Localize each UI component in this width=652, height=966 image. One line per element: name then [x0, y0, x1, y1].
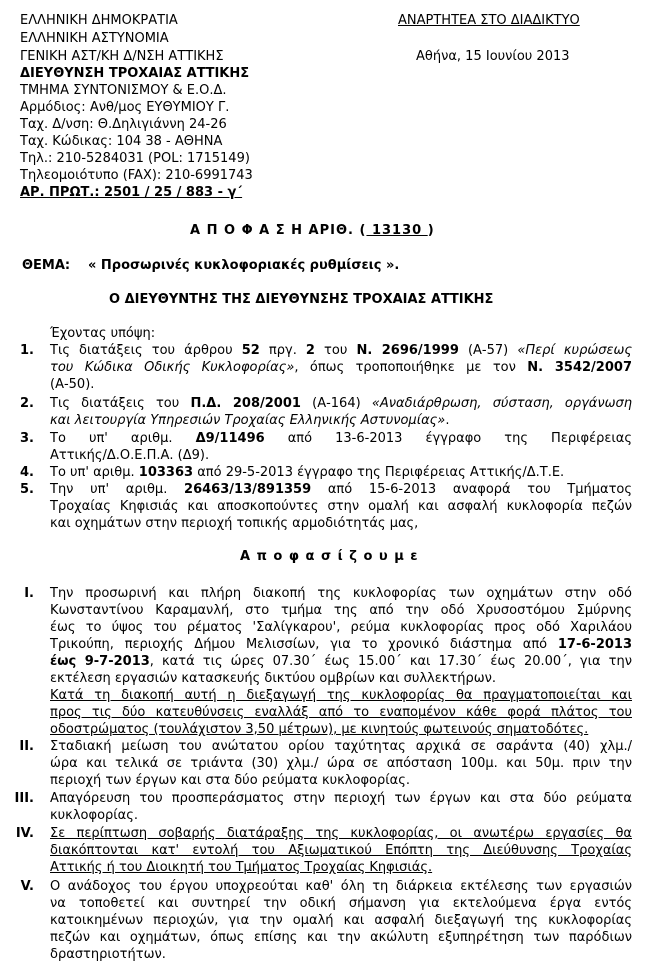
decision-line: περιοχή των έργων και στα δύο ρεύματα κυκλοφορίας. [50, 773, 410, 788]
decision-line: Τρικούπη, περιοχής Δήμου Μελισσίων, για το χρονικό διάστημα από 17-6-2013 [50, 637, 632, 652]
consideration-line: και οχημάτων στην περιοχή τοπικής αρμοδιότητάς μας, [50, 516, 419, 531]
decision-line: έως το ύψος του ρέματος 'Σαλίγκαρου', ρεύμα κυκλοφορίας προς οδό Χαριλάου [50, 620, 632, 635]
decision-line: Απαγόρευση του προσπεράσματος στην περιοχή των έργων και στα δύο ρεύματα [50, 791, 632, 806]
decision-line: Σε περίπτωση σοβαρής διατάραξης της κυκλοφορίας, οι ανωτέρω εργασίες θα [50, 826, 632, 841]
consideration-line: Αττικής/Δ.Ο.Ε.Π.Α. (Δ9). [50, 448, 210, 463]
consideration-line: Την υπ' αριθμ. 26463/13/891359 από 15-6-2013 αναφορά του Τμήματος [50, 482, 633, 497]
decision-item [50, 790, 632, 824]
consideration-number: 5. [20, 482, 34, 497]
header-line-fax: Τηλεομοιότυπο (FAX): 210-6991743 [20, 168, 253, 183]
decision-line: Ο ανάδοχος του έργου υποχρεούται καθ' όλη τη διάρκεια εκτέλεσης των εργασιών [50, 879, 632, 894]
decision-line: διακόπτονται κατ' εντολή του Αξιωματικού Επόπτη της Διεύθυνσης Τροχαίας [50, 843, 632, 858]
consideration-item [50, 342, 632, 393]
header-line-address: Ταχ. Δ/νση: Θ.Δηλιγιάννη 24-26 [20, 117, 227, 132]
decision-line: Την προσωρινή και πλήρη διακοπή της κυκλοφορίας των οχημάτων στην οδό [50, 586, 632, 601]
decision-item [50, 825, 632, 876]
publish-online-notice: ΑΝΑΡΤΗΤΕΑ ΣΤΟ ΔΙΑΔΙΚΤΥΟ [398, 13, 580, 28]
decision-title-suffix: ) [427, 223, 435, 238]
header-line-country: ΕΛΛΗΝΙΚΗ ΔΗΜΟΚΡΑΤΙΑ [20, 13, 178, 28]
decision-line: Αττικής ή του Διοικητή του Τμήματος Τροχαίας Κηφισιάς. [50, 860, 433, 875]
consideration-line: και λειτουργία Υπηρεσιών Τροχαίας Ελληνικής Αστυνομίας». [50, 413, 450, 428]
consideration-number: 2. [20, 396, 34, 411]
decision-number-roman: I. [24, 586, 34, 601]
header-line-protocol-number: ΑΡ. ΠΡΩΤ.: 2501 / 25 / 883 - γ΄ [20, 185, 243, 200]
subject-text: « Προσωρινές κυκλοφοριακές ρυθμίσεις ». [88, 258, 400, 273]
decision-number-roman: III. [14, 791, 34, 806]
consideration-number: 4. [20, 465, 34, 480]
header-line-phone: Τηλ.: 210-5284031 (POL: 1715149) [20, 151, 250, 166]
decision-line: ώρα και τελικά σε τριάντα (30) χλμ./ ώρα σε απόσταση 100μ. και 50μ. πριν την [50, 756, 632, 771]
decision-line: κατοικημένων περιοχών, για την ομαλή και ασφαλή διεξαγωγή της κυκλοφορίας [50, 913, 632, 928]
consideration-item [50, 464, 632, 481]
decision-line: Κωνσταντίνου Καραμανλή, στο τμήμα της από την οδό Χρυσοστόμου Σμύρνης [50, 603, 632, 618]
header-line-responsible: Αρμόδιος: Ανθ/μος ΕΥΘΥΜΙΟΥ Γ. [20, 100, 230, 115]
consideration-line: Το υπ' αριθμ. Δ9/11496 από 13-6-2013 έγγραφο της Περιφέρειας [50, 431, 632, 446]
header-line-traffic-directorate: ΔΙΕΥΘΥΝΣΗ ΤΡΟΧΑΙΑΣ ΑΤΤΙΚΗΣ [20, 66, 250, 81]
decision-number-roman: IV. [15, 826, 34, 841]
decision-number-roman: II. [19, 739, 34, 754]
decision-number-roman: V. [20, 879, 34, 894]
decision-item [50, 878, 632, 963]
decision-line: κυκλοφορίας. [50, 808, 139, 823]
having-in-view-label: Έχοντας υπόψη: [50, 326, 156, 341]
consideration-item [50, 395, 632, 429]
decision-line: πεζών και οχημάτων, όπως επίσης και την ακώλυτη εξυπηρέτηση των παρόδιων [50, 930, 632, 945]
decision-item [50, 738, 632, 789]
decision-line: να τοποθετεί και συντηρεί την οδική σήμανση για εκτελούμενα έργα εντός [50, 896, 632, 911]
director-heading: Ο ΔΙΕΥΘΥΝΤΗΣ ΤΗΣ ΔΙΕΥΘΥΝΣΗΣ ΤΡΟΧΑΙΑΣ ΑΤΤΙΚΗΣ [109, 292, 494, 307]
decision-line: εκτέλεση εργασιών κατασκευής δικτύου ομβρίων και συλλεκτήρων. [50, 671, 497, 686]
header-line-general-directorate: ΓΕΝΙΚΗ ΑΣΤ/ΚΗ Δ/ΝΣΗ ΑΤΤΙΚΗΣ [20, 49, 224, 64]
consideration-number: 3. [20, 431, 34, 446]
decision-line: Κατά τη διακοπή αυτή η διεξαγωγή της κυκλοφορίας θα πραγματοποιείται και [50, 688, 632, 703]
decision-item [50, 585, 632, 738]
header-line-postcode: Ταχ. Κώδικας: 104 38 - ΑΘΗΝΑ [20, 134, 223, 149]
consideration-line: του Κώδικα Οδικής Κυκλοφορίας», όπως τροποποιήθηκε με τον Ν. 3542/2007 [50, 360, 632, 375]
consideration-item [50, 481, 632, 532]
consideration-line: Τις διατάξεις του άρθρου 52 πργ. 2 του Ν. 2696/1999 (Α-57) «Περί κυρώσεως [50, 343, 632, 358]
subject-label: ΘΕΜΑ: [22, 258, 71, 273]
header-line-police: ΕΛΛΗΝΙΚΗ ΑΣΤΥΝΟΜΙΑ [20, 31, 169, 46]
consideration-item [50, 430, 632, 464]
decision-title-prefix: Α Π Ο Φ Α Σ Η ΑΡΙΘ. ( [190, 223, 367, 238]
consideration-line: (Α-50). [50, 377, 95, 392]
decision-line: δραστηριοτήτων. [50, 947, 166, 962]
decision-line: Σταδιακή μείωση του ανώτατου ορίου ταχύτητας αρχικά σε σαράντα (40) χλμ./ [50, 739, 632, 754]
decision-line: έως 9-7-2013, κατά τις ώρες 07.30΄ έως 15.00΄ και 17.30΄ έως 20.00΄, για την [50, 654, 632, 669]
decision-line: προς τις δύο κατευθύνσεις εναλλάξ από το εναπομένον κάθε φορά πλάτος του [50, 705, 632, 720]
consideration-number: 1. [20, 343, 34, 358]
document-date: Αθήνα, 15 Ιουνίου 2013 [416, 49, 570, 64]
consideration-line: Το υπ' αριθμ. 103363 από 29-5-2013 έγγραφο της Περιφέρειας Αττικής/Δ.Τ.Ε. [50, 465, 565, 480]
header-line-department: ΤΜΗΜΑ ΣΥΝΤΟΝΙΣΜΟΥ & Ε.Ο.Δ. [20, 83, 227, 98]
decision-title [190, 222, 435, 239]
decision-number: 13130 [366, 223, 428, 238]
decision-line: οδοστρώματος (τουλάχιστον 3,50 μέτρων), με κινητούς φωτεινούς σηματοδότες. [50, 722, 589, 737]
consideration-line: Τροχαίας Κηφισιάς και αποσκοπούντες στην ομαλή και ασφαλή κυκλοφορία πεζών [50, 499, 632, 514]
we-decide-heading: Α π ο φ α σ ί ζ ο υ μ ε [240, 549, 419, 564]
consideration-line: Τις διατάξεις του Π.Δ. 208/2001 (Α-164) «Αναδιάρθρωση, σύσταση, οργάνωση [50, 396, 632, 411]
